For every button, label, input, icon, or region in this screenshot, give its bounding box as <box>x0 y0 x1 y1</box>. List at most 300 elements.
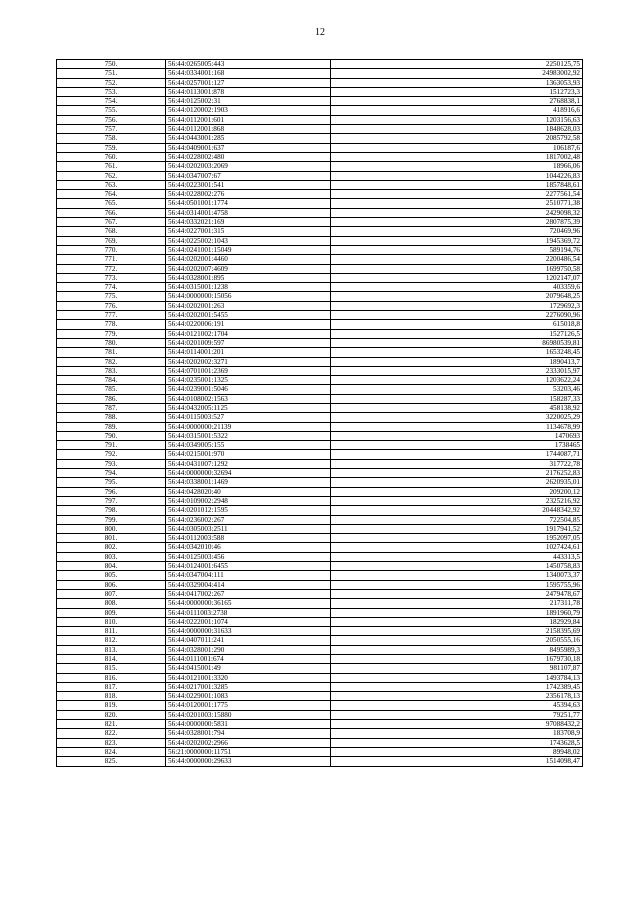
cadastral-number: 56:44:0227001:315 <box>166 227 331 236</box>
cadastral-number: 56:44:0338001:1469 <box>166 478 331 487</box>
cadastral-value: 2276090,96 <box>331 311 583 320</box>
cadastral-value: 209200,12 <box>331 487 583 496</box>
row-number: 782. <box>57 357 166 366</box>
cadastral-value: 2200486,54 <box>331 255 583 264</box>
table-row <box>57 301 583 310</box>
cadastral-number: 56:44:0201003:15880 <box>166 710 331 719</box>
cadastral-value: 1595755,96 <box>331 580 583 589</box>
cadastral-number: 56:44:0217001:3285 <box>166 682 331 691</box>
table-row <box>57 125 583 134</box>
cadastral-value: 2158395,69 <box>331 627 583 636</box>
table-row <box>57 496 583 505</box>
cadastral-value: 1363053,93 <box>331 78 583 87</box>
table-row <box>57 441 583 450</box>
cadastral-number: 56:44:0000000:36165 <box>166 599 331 608</box>
table-row <box>57 311 583 320</box>
cadastral-number: 56:44:0112001:601 <box>166 115 331 124</box>
cadastral-number: 56:44:0201012:1595 <box>166 506 331 515</box>
cadastral-number: 56:44:0334001:168 <box>166 69 331 78</box>
table-row <box>57 710 583 719</box>
row-number: 757. <box>57 125 166 134</box>
cadastral-number: 56:44:0215001:970 <box>166 450 331 459</box>
table-row <box>57 599 583 608</box>
row-number: 754. <box>57 97 166 106</box>
row-number: 766. <box>57 208 166 217</box>
cadastral-value: 981107,87 <box>331 664 583 673</box>
cadastral-value: 8495989,3 <box>331 645 583 654</box>
row-number: 815. <box>57 664 166 673</box>
table-row <box>57 413 583 422</box>
table-row <box>57 208 583 217</box>
row-number: 756. <box>57 115 166 124</box>
cadastral-value: 182929,84 <box>331 617 583 626</box>
table-row <box>57 720 583 729</box>
row-number: 824. <box>57 747 166 756</box>
table-row <box>57 562 583 571</box>
table-row <box>57 97 583 106</box>
cadastral-number: 56:44:0202001:263 <box>166 301 331 310</box>
table-row <box>57 69 583 78</box>
row-number: 777. <box>57 311 166 320</box>
row-number: 753. <box>57 87 166 96</box>
cadastral-number: 56:44:0241001:15049 <box>166 245 331 254</box>
cadastral-number: 56:44:0347007:67 <box>166 171 331 180</box>
cadastral-number: 56:44:0202007:4609 <box>166 264 331 273</box>
row-number: 820. <box>57 710 166 719</box>
table-row <box>57 199 583 208</box>
row-number: 800. <box>57 524 166 533</box>
row-number: 793. <box>57 459 166 468</box>
cadastral-value: 1493784,13 <box>331 673 583 682</box>
row-number: 776. <box>57 301 166 310</box>
cadastral-number: 56:44:0501001:1774 <box>166 199 331 208</box>
table-row <box>57 60 583 69</box>
row-number: 809. <box>57 608 166 617</box>
cadastral-number: 56:44:0225002:1043 <box>166 236 331 245</box>
row-number: 763. <box>57 180 166 189</box>
table-row <box>57 292 583 301</box>
cadastral-number: 56:44:0228002:480 <box>166 152 331 161</box>
cadastral-value: 1134678,99 <box>331 422 583 431</box>
cadastral-value: 2333015,97 <box>331 366 583 375</box>
table-row <box>57 227 583 236</box>
table-row <box>57 348 583 357</box>
cadastral-number: 56:44:0428020:40 <box>166 487 331 496</box>
cadastral-number: 56:44:0315001:1238 <box>166 283 331 292</box>
table-row <box>57 236 583 245</box>
cadastral-number: 56:44:0112003:588 <box>166 534 331 543</box>
row-number: 765. <box>57 199 166 208</box>
row-number: 798. <box>57 506 166 515</box>
row-number: 812. <box>57 636 166 645</box>
table-row <box>57 469 583 478</box>
table-row <box>57 608 583 617</box>
cadastral-value: 589194,76 <box>331 245 583 254</box>
cadastral-number: 56:44:0415001:49 <box>166 664 331 673</box>
row-number: 771. <box>57 255 166 264</box>
cadastral-number: 56:44:0332021:169 <box>166 218 331 227</box>
row-number: 778. <box>57 320 166 329</box>
cadastral-value: 2429098,32 <box>331 208 583 217</box>
row-number: 811. <box>57 627 166 636</box>
cadastral-number: 56:44:0342010:46 <box>166 543 331 552</box>
row-number: 773. <box>57 273 166 282</box>
cadastral-number: 56:44:0000000:5831 <box>166 720 331 729</box>
cadastral-value: 1202147,07 <box>331 273 583 282</box>
table-row <box>57 264 583 273</box>
cadastral-value: 2768838,1 <box>331 97 583 106</box>
cadastral-number: 56:44:0305003:2511 <box>166 524 331 533</box>
row-number: 801. <box>57 534 166 543</box>
row-number: 803. <box>57 552 166 561</box>
row-number: 816. <box>57 673 166 682</box>
row-number: 810. <box>57 617 166 626</box>
cadastral-value: 1742389,45 <box>331 682 583 691</box>
cadastral-number: 56:44:0202002:2966 <box>166 738 331 747</box>
table-row <box>57 403 583 412</box>
row-number: 787. <box>57 403 166 412</box>
table-row <box>57 543 583 552</box>
cadastral-value: 443313,5 <box>331 552 583 561</box>
table-row <box>57 180 583 189</box>
cadastral-value: 2479478,67 <box>331 589 583 598</box>
cadastral-value: 217311,78 <box>331 599 583 608</box>
table-row <box>57 645 583 654</box>
cadastral-value: 2176252,83 <box>331 469 583 478</box>
row-number: 817. <box>57 682 166 691</box>
cadastral-number: 56:44:0120002:1903 <box>166 106 331 115</box>
page-number: 12 <box>315 27 325 38</box>
table-row <box>57 190 583 199</box>
table-row <box>57 515 583 524</box>
row-number: 808. <box>57 599 166 608</box>
cadastral-number: 56:44:0228002:276 <box>166 190 331 199</box>
table-row <box>57 524 583 533</box>
cadastral-number: 56:44:0432005:1125 <box>166 403 331 412</box>
cadastral-value: 45394,63 <box>331 701 583 710</box>
cadastral-value: 24983002,92 <box>331 69 583 78</box>
cadastral-value: 418916,6 <box>331 106 583 115</box>
cadastral-value: 1743628,5 <box>331 738 583 747</box>
cadastral-value: 89948,02 <box>331 747 583 756</box>
table-row <box>57 329 583 338</box>
table-row <box>57 431 583 440</box>
cadastral-value: 106187,6 <box>331 143 583 152</box>
cadastral-number: 56:44:0223001:541 <box>166 180 331 189</box>
row-number: 779. <box>57 329 166 338</box>
row-number: 762. <box>57 171 166 180</box>
row-number: 819. <box>57 701 166 710</box>
cadastral-value: 317722,78 <box>331 459 583 468</box>
cadastral-value: 86980539,81 <box>331 338 583 347</box>
cadastral-value: 615018,8 <box>331 320 583 329</box>
table-row <box>57 589 583 598</box>
cadastral-number: 56:44:0115003:527 <box>166 413 331 422</box>
cadastral-number: 56:44:0329004:414 <box>166 580 331 589</box>
table-row <box>57 450 583 459</box>
row-number: 794. <box>57 469 166 478</box>
row-number: 750. <box>57 60 166 69</box>
table-row <box>57 487 583 496</box>
table-row <box>57 571 583 580</box>
row-number: 804. <box>57 562 166 571</box>
row-number: 774. <box>57 283 166 292</box>
cadastral-number: 56:44:0202002:3271 <box>166 357 331 366</box>
row-number: 814. <box>57 655 166 664</box>
cadastral-number: 56:44:0124001:6455 <box>166 562 331 571</box>
cadastral-number: 56:44:0235001:1325 <box>166 376 331 385</box>
row-number: 759. <box>57 143 166 152</box>
cadastral-number: 56:44:0328001:794 <box>166 729 331 738</box>
table-row <box>57 255 583 264</box>
cadastral-value: 1679730,18 <box>331 655 583 664</box>
cadastral-value: 1450758,83 <box>331 562 583 571</box>
row-number: 792. <box>57 450 166 459</box>
cadastral-value: 20448342,92 <box>331 506 583 515</box>
cadastral-value: 1044226,83 <box>331 171 583 180</box>
cadastral-value: 1744087,71 <box>331 450 583 459</box>
cadastral-value: 2050555,16 <box>331 636 583 645</box>
row-number: 780. <box>57 338 166 347</box>
cadastral-number: 56:44:0314001:4758 <box>166 208 331 217</box>
cadastral-value: 1738465 <box>331 441 583 450</box>
cadastral-value: 1817002,48 <box>331 152 583 161</box>
cadastral-value: 2079648,25 <box>331 292 583 301</box>
cadastral-value: 79251,77 <box>331 710 583 719</box>
row-number: 786. <box>57 394 166 403</box>
cadastral-value: 2325216,92 <box>331 496 583 505</box>
cadastral-number: 56:44:0202001:5455 <box>166 311 331 320</box>
table-row <box>57 757 583 766</box>
cadastral-number: 56:44:0257001:127 <box>166 78 331 87</box>
table-row <box>57 747 583 756</box>
row-number: 806. <box>57 580 166 589</box>
cadastral-number: 56:44:0229001:1083 <box>166 692 331 701</box>
cadastral-value: 1527126,5 <box>331 329 583 338</box>
table-row <box>57 682 583 691</box>
cadastral-value: 2356178,13 <box>331 692 583 701</box>
table-row <box>57 478 583 487</box>
cadastral-value: 1203156,63 <box>331 115 583 124</box>
cadastral-value: 458138,92 <box>331 403 583 412</box>
cadastral-number: 56:44:0328001:290 <box>166 645 331 654</box>
table-row <box>57 636 583 645</box>
row-number: 758. <box>57 134 166 143</box>
row-number: 767. <box>57 218 166 227</box>
table-row <box>57 729 583 738</box>
row-number: 770. <box>57 245 166 254</box>
row-number: 799. <box>57 515 166 524</box>
row-number: 785. <box>57 385 166 394</box>
cadastral-value: 2620935,01 <box>331 478 583 487</box>
cadastral-value: 1653248,45 <box>331 348 583 357</box>
cadastral-number: 56:44:0121002:1704 <box>166 329 331 338</box>
cadastral-value-table <box>56 59 583 767</box>
table-row <box>57 617 583 626</box>
row-number: 783. <box>57 366 166 375</box>
cadastral-value: 18966,06 <box>331 162 583 171</box>
row-number: 822. <box>57 729 166 738</box>
cadastral-number: 56:44:0109002:2948 <box>166 496 331 505</box>
cadastral-value: 1514098,47 <box>331 757 583 766</box>
table-row <box>57 357 583 366</box>
table-row <box>57 655 583 664</box>
cadastral-value: 403359,6 <box>331 283 583 292</box>
cadastral-number: 56:44:0113001:878 <box>166 87 331 96</box>
table-row <box>57 87 583 96</box>
cadastral-number: 56:44:0125002:31 <box>166 97 331 106</box>
row-number: 813. <box>57 645 166 654</box>
cadastral-number: 56:44:0409001:637 <box>166 143 331 152</box>
cadastral-value: 720469,96 <box>331 227 583 236</box>
row-number: 802. <box>57 543 166 552</box>
cadastral-number: 56:44:0111003:2738 <box>166 608 331 617</box>
cadastral-number: 56:44:0000000:32694 <box>166 469 331 478</box>
cadastral-number: 56:44:0202003:2069 <box>166 162 331 171</box>
cadastral-number: 56:44:0220006:191 <box>166 320 331 329</box>
cadastral-number: 56:44:0236002:267 <box>166 515 331 524</box>
cadastral-value: 183708,9 <box>331 729 583 738</box>
row-number: 751. <box>57 69 166 78</box>
cadastral-value: 1470693 <box>331 431 583 440</box>
table-row <box>57 506 583 515</box>
row-number: 775. <box>57 292 166 301</box>
cadastral-value: 2085792,58 <box>331 134 583 143</box>
table-row <box>57 738 583 747</box>
row-number: 818. <box>57 692 166 701</box>
cadastral-value: 2510771,38 <box>331 199 583 208</box>
table-row <box>57 376 583 385</box>
cadastral-number: 56:44:0201009:597 <box>166 338 331 347</box>
table-row <box>57 273 583 282</box>
row-number: 807. <box>57 589 166 598</box>
table-row <box>57 320 583 329</box>
cadastral-value: 1857848,61 <box>331 180 583 189</box>
cadastral-value: 1891960,79 <box>331 608 583 617</box>
table-row <box>57 580 583 589</box>
cadastral-value: 2807875,39 <box>331 218 583 227</box>
cadastral-number: 56:44:0000000:21139 <box>166 422 331 431</box>
cadastral-value: 1729692,3 <box>331 301 583 310</box>
table-row <box>57 134 583 143</box>
cadastral-value: 1699750,58 <box>331 264 583 273</box>
table-body <box>57 60 583 767</box>
cadastral-number: 56:44:0111001:674 <box>166 655 331 664</box>
cadastral-number: 56:44:0112001:868 <box>166 125 331 134</box>
table-row <box>57 338 583 347</box>
cadastral-number: 56:44:0239001:5046 <box>166 385 331 394</box>
cadastral-number: 56:44:0000000:15056 <box>166 292 331 301</box>
cadastral-number: 56:44:0315001:5322 <box>166 431 331 440</box>
cadastral-number: 56:44:0222001:1074 <box>166 617 331 626</box>
table-row <box>57 534 583 543</box>
cadastral-number: 56:44:0265005:443 <box>166 60 331 69</box>
row-number: 761. <box>57 162 166 171</box>
table-row <box>57 673 583 682</box>
cadastral-number: 56:44:0349005:155 <box>166 441 331 450</box>
table-row <box>57 394 583 403</box>
row-number: 768. <box>57 227 166 236</box>
cadastral-value: 1917941,52 <box>331 524 583 533</box>
cadastral-number: 56:44:0347004:111 <box>166 571 331 580</box>
table-row <box>57 115 583 124</box>
row-number: 825. <box>57 757 166 766</box>
cadastral-value: 97088432,2 <box>331 720 583 729</box>
cadastral-number: 56:44:0120001:1775 <box>166 701 331 710</box>
row-number: 769. <box>57 236 166 245</box>
table-row <box>57 245 583 254</box>
cadastral-value: 1952097,05 <box>331 534 583 543</box>
table-row <box>57 459 583 468</box>
cadastral-number: 56:44:0125003:456 <box>166 552 331 561</box>
cadastral-number: 56:21:0000000:11751 <box>166 747 331 756</box>
cadastral-number: 56:44:0431007:1292 <box>166 459 331 468</box>
cadastral-number: 56:44:0114001:201 <box>166 348 331 357</box>
row-number: 791. <box>57 441 166 450</box>
cadastral-value: 1890413,7 <box>331 357 583 366</box>
table-row <box>57 664 583 673</box>
cadastral-number: 56:44:0121001:3320 <box>166 673 331 682</box>
cadastral-value: 1848628,03 <box>331 125 583 134</box>
table-row <box>57 162 583 171</box>
table-row <box>57 701 583 710</box>
table-row <box>57 385 583 394</box>
table-row <box>57 152 583 161</box>
cadastral-number: 56:44:0443001:285 <box>166 134 331 143</box>
cadastral-value: 2250125,75 <box>331 60 583 69</box>
cadastral-number: 56:44:0407011:241 <box>166 636 331 645</box>
cadastral-value: 2277561,54 <box>331 190 583 199</box>
table-row <box>57 143 583 152</box>
cadastral-value: 1203622,24 <box>331 376 583 385</box>
cadastral-value: 53203,46 <box>331 385 583 394</box>
cadastral-value: 1340073,37 <box>331 571 583 580</box>
table-row <box>57 692 583 701</box>
cadastral-value: 1512723,3 <box>331 87 583 96</box>
cadastral-value: 722504,85 <box>331 515 583 524</box>
row-number: 784. <box>57 376 166 385</box>
table-row <box>57 218 583 227</box>
row-number: 823. <box>57 738 166 747</box>
cadastral-value: 3220025,29 <box>331 413 583 422</box>
row-number: 752. <box>57 78 166 87</box>
cadastral-number: 56:44:0000000:31633 <box>166 627 331 636</box>
cadastral-number: 56:44:0202001:4460 <box>166 255 331 264</box>
table-row <box>57 78 583 87</box>
table-row <box>57 627 583 636</box>
row-number: 805. <box>57 571 166 580</box>
row-number: 764. <box>57 190 166 199</box>
table-row <box>57 422 583 431</box>
row-number: 797. <box>57 496 166 505</box>
cadastral-value: 1027424,61 <box>331 543 583 552</box>
row-number: 796. <box>57 487 166 496</box>
row-number: 755. <box>57 106 166 115</box>
table-row <box>57 106 583 115</box>
row-number: 795. <box>57 478 166 487</box>
cadastral-number: 56:44:0417002:267 <box>166 589 331 598</box>
table-row <box>57 171 583 180</box>
cadastral-number: 56:44:0000000:29633 <box>166 757 331 766</box>
cadastral-number: 56:44:0108002:1563 <box>166 394 331 403</box>
row-number: 790. <box>57 431 166 440</box>
cadastral-value: 158287,33 <box>331 394 583 403</box>
row-number: 788. <box>57 413 166 422</box>
cadastral-number: 56:44:0701001:2369 <box>166 366 331 375</box>
row-number: 789. <box>57 422 166 431</box>
row-number: 781. <box>57 348 166 357</box>
table-row <box>57 366 583 375</box>
